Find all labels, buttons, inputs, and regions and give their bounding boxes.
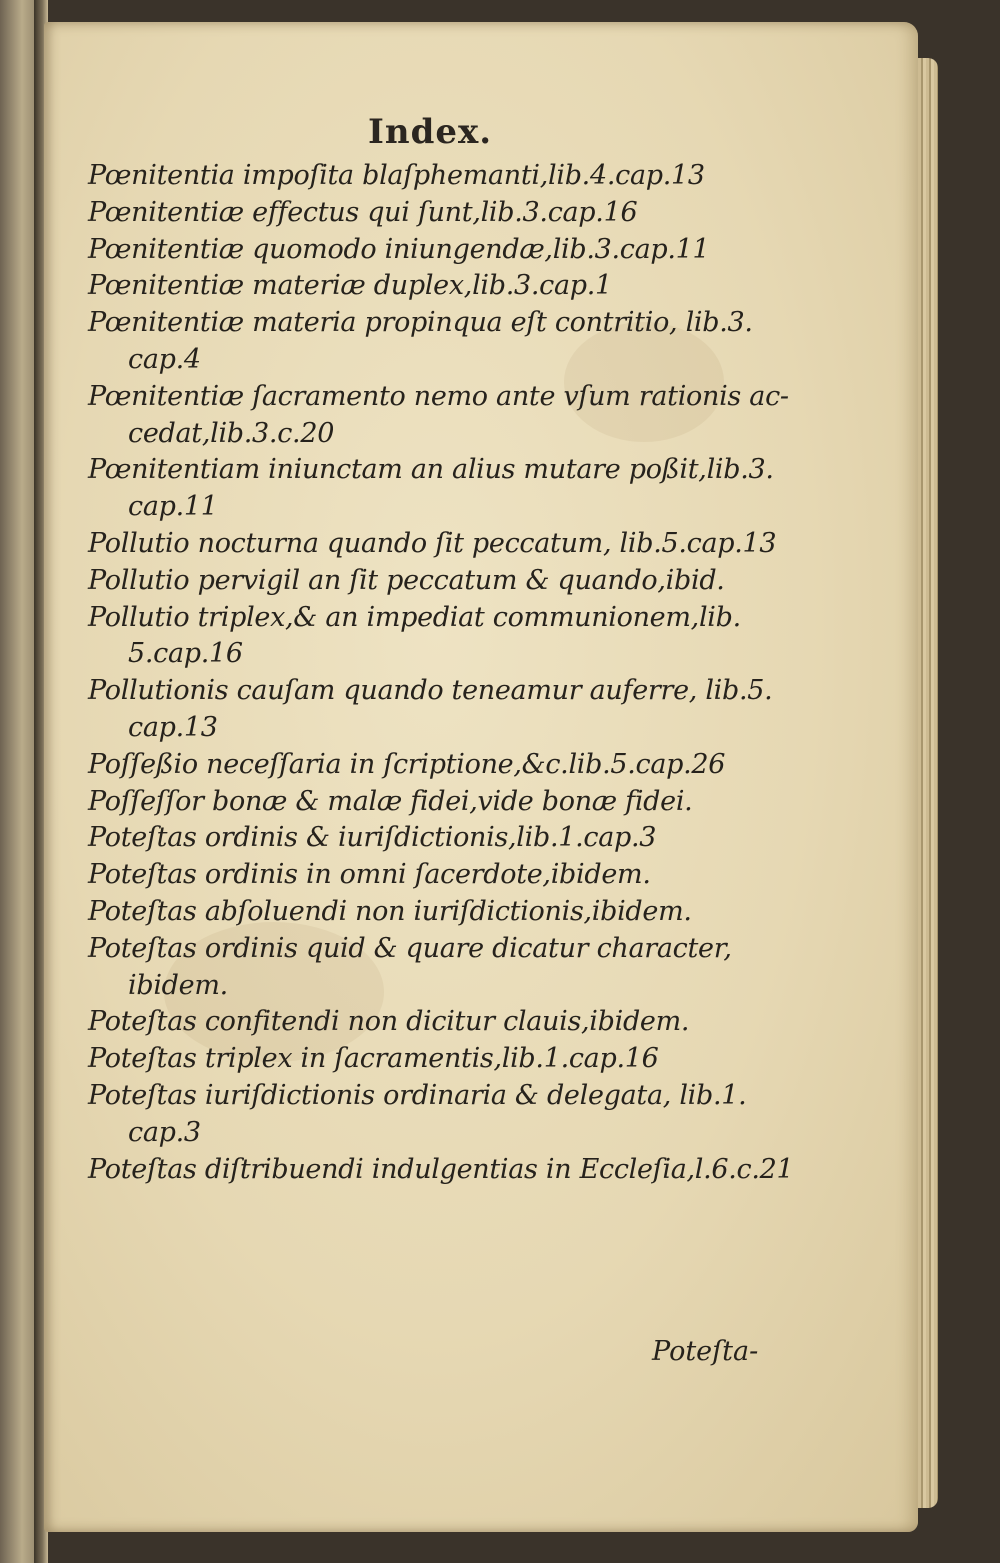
entry-continuation-line: 5.cap.16 bbox=[128, 638, 243, 670]
page-heading: Index. bbox=[368, 112, 493, 152]
entry-continuation-line: cap.13 bbox=[128, 711, 218, 743]
index-entry bbox=[88, 305, 778, 379]
index-entry bbox=[88, 526, 778, 563]
index-entry bbox=[88, 820, 778, 857]
index-entry bbox=[88, 673, 778, 747]
page-stack-edges bbox=[918, 58, 938, 1508]
entry-line: Poſſeßio neceſſaria in ſcriptione,&c.lib.5.cap.26 bbox=[88, 748, 726, 780]
entry-line: Poteſtas diſtribuendi indulgentias in Eccleſia,l.6.c.21 bbox=[88, 1153, 794, 1185]
entry-line: Pollutio triplex,& an impediat communionem,lib. bbox=[88, 601, 741, 633]
entry-continuation-line: cap.11 bbox=[128, 491, 218, 523]
entry-line: Poteſtas triplex in ſacramentis,lib.1.cap.16 bbox=[88, 1043, 659, 1075]
entry-continuation-line: ibidem. bbox=[128, 969, 228, 1001]
index-entry bbox=[88, 894, 778, 931]
index-entry bbox=[88, 232, 778, 269]
entry-line: Pœnitentiam iniunctam an alius mutare poßit,lib.3. bbox=[88, 454, 774, 486]
entry-line: Pœnitentiæ ſacramento nemo ante vſum rationis ac- bbox=[88, 380, 789, 412]
index-entry bbox=[88, 452, 778, 526]
catchword: Poteſta- bbox=[652, 1336, 759, 1367]
entry-line: Pœnitentiæ quomodo iniungendæ,lib.3.cap.11 bbox=[88, 233, 710, 265]
entry-line: Poteſtas abſoluendi non iuriſdictionis,ibidem. bbox=[88, 895, 692, 927]
entry-line: Poteſtas ordinis & iuriſdictionis,lib.1.cap.3 bbox=[88, 822, 657, 854]
index-entry bbox=[88, 1004, 778, 1041]
entry-line: Poteſtas ordinis in omni ſacerdote,ibidem. bbox=[88, 859, 651, 891]
index-entry bbox=[88, 379, 789, 453]
index-entry bbox=[88, 931, 778, 1005]
entry-continuation-line: cap.3 bbox=[128, 1116, 201, 1148]
entry-continuation-line: cedat,lib.3.c.20 bbox=[128, 417, 335, 449]
index-entry bbox=[88, 158, 778, 195]
index-entry bbox=[88, 563, 778, 600]
index-entries bbox=[88, 158, 794, 1188]
entry-line: Pœnitentia impoſita blaſphemanti,lib.4.cap.13 bbox=[88, 160, 705, 191]
index-entry bbox=[88, 195, 778, 232]
entry-line: Pollutio nocturna quando ſit peccatum, lib.5.cap.13 bbox=[88, 527, 777, 559]
entry-line: Pœnitentiæ materia propinqua eſt contritio, lib.3. bbox=[88, 307, 753, 339]
entry-line: Pœnitentiæ effectus qui ſunt,lib.3.cap.16 bbox=[88, 196, 638, 228]
index-entry bbox=[88, 1041, 778, 1078]
index-entry bbox=[88, 268, 778, 305]
entry-line: Pœnitentiæ materiæ duplex,lib.3.cap.1 bbox=[88, 270, 612, 302]
index-entry bbox=[88, 1152, 794, 1189]
entry-line: Pollutionis cauſam quando teneamur auferre, lib.5. bbox=[88, 675, 773, 707]
entry-line: Poſſeſſor bonæ & malæ fidei,vide bonæ fidei. bbox=[88, 785, 693, 817]
index-entry bbox=[88, 857, 778, 894]
entry-line: Poteſtas ordinis quid & quare dicatur character, bbox=[88, 932, 732, 964]
entry-line: Pollutio pervigil an ſit peccatum & quando,ibid. bbox=[88, 564, 725, 596]
entry-line: Poteſtas iuriſdictionis ordinaria & delegata, lib.1. bbox=[88, 1079, 747, 1111]
entry-continuation-line: cap.4 bbox=[128, 343, 201, 375]
index-entry bbox=[88, 600, 778, 674]
entry-line: Poteſtas confitendi non dicitur clauis,ibidem. bbox=[88, 1006, 690, 1038]
index-entry bbox=[88, 784, 778, 821]
index-entry bbox=[88, 1078, 778, 1152]
index-entry bbox=[88, 747, 778, 784]
